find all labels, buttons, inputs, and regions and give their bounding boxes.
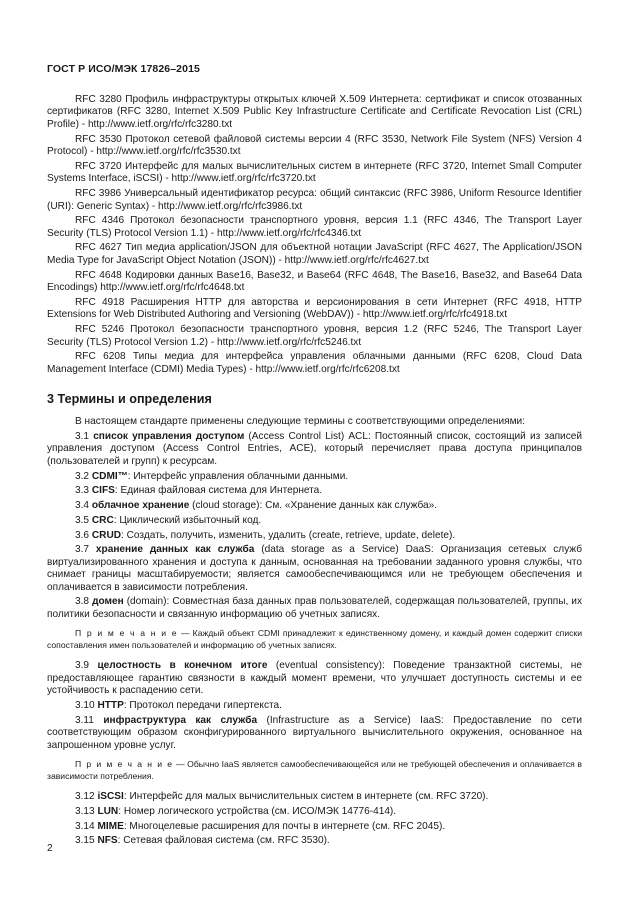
reference-item: RFC 3720 Интерфейс для малых вычислительных систем в интернете (RFC 3720, Internet Small Computer Systems Interface, iSCSI) - http://www.ietf.org/rfc/rfc3720.txt [47, 160, 582, 185]
term-definition [47, 700, 582, 712]
reference-item: RFC 3280 Профиль инфраструктуры открытых ключей X.509 Интернета: сертификат и список отозванных сертификатов (RFC 3280, Internet X.509 Public Key Infrastructure Certificate and Certificate Revocation List (CRL) Profile) - http://www.ietf.org/rfc/rfc3280.txt [47, 94, 582, 130]
term-name: целостность в конечном итоге [97, 660, 268, 672]
note-label: П р и м е ч а н и е [75, 759, 174, 770]
term-definition [47, 544, 582, 594]
term-text: : Интерфейс управления облачными данными. [127, 470, 349, 482]
term-number: 3.13 [75, 805, 95, 817]
reference-item: RFC 4918 Расширения HTTP для авторства и версионирования в сети Интернет (RFC 4918, HTTP Extensions for Web Distributed Authoring and Versioning (WebDAV)) - http://www.ietf.org/rfc/rfc4918.txt [47, 296, 582, 321]
reference-item: RFC 4648 Кодировки данных Base16, Base32, и Base64 (RFC 4648, The Base16, Base32, and Base64 Data Encodings) http://www.ietf.org/rfc/rfc4648.txt [47, 269, 582, 294]
note [47, 628, 582, 651]
note-label: П р и м е ч а н и е [75, 628, 178, 639]
term-definition [47, 806, 582, 818]
reference-item: RFC 3530 Протокол сетевой файловой системы версии 4 (RFC 3530, Network File System (NFS) Version 4 Protocol) - http://www.ietf.org/rfc/rfc3530.txt [47, 133, 582, 158]
term-text: : Циклический избыточный код. [113, 514, 262, 526]
term-text: (data storage as a Service) DaaS: Организация сетевых служб виртуализированного хранения и доступа к данным, основанная на требовании заданного уровня службы, что снимает границы масштабируемости; является самообеспечивающимся или не требующем обеспечения и оплачивается в зависимости потребления. [47, 544, 582, 593]
term-number: 3.8 [75, 596, 90, 608]
term-name: CIFS [91, 485, 115, 497]
term-name: список управления доступом [93, 430, 245, 442]
term-number: 3.3 [75, 485, 90, 497]
term-name: iSCSI [97, 791, 124, 803]
term-number: 3.4 [75, 500, 90, 512]
term-number: 3.6 [75, 529, 90, 541]
term-name: NFS [97, 835, 118, 847]
term-name: хранение данных как служба [95, 544, 255, 556]
term-text: (cloud storage): См. «Хранение данных как служба». [189, 500, 438, 512]
note [47, 759, 582, 782]
section-intro: В настоящем стандарте применены следующие термины с соответствующими определениями: [75, 416, 525, 428]
term-name: облачное хранение [91, 500, 190, 512]
term-text: (eventual consistency): Поведение транзактной системы, не предоставляющее гарантию связности в каждый момент времени, что улучшает доступность системы и ее устойчивость к распадению сети. [47, 660, 582, 697]
term-number: 3.9 [75, 660, 90, 672]
section-heading: 3 Термины и определения [47, 392, 212, 407]
term-definition [47, 500, 582, 512]
term-number: 3.15 [75, 835, 95, 847]
term-name: CDMI™ [91, 470, 128, 482]
reference-item: RFC 4627 Тип медиа application/JSON для объектной нотации JavaScript (RFC 4627, The Application/JSON Media Type for JavaScript Object Notation (JSON)) - http://www.ietf.org/rfc/rfc4627.txt [47, 242, 582, 266]
term-number: 3.10 [75, 700, 95, 712]
term-name: LUN [97, 805, 119, 817]
term-text: : Создать, получить, изменить, удалить (create, retrieve, update, delete). [121, 529, 456, 541]
term-number: 3.14 [75, 820, 95, 832]
term-number: 3.11 [75, 714, 94, 726]
term-definition [47, 821, 582, 833]
term-name: CRC [91, 514, 114, 526]
reference-item: RFC 3986 Универсальный идентификатор ресурса: общий синтаксис (RFC 3986, Uniform Resource Identifier (URI): Generic Syntax) - http://www.ietf.org/rfc/rfc3986.txt [47, 188, 582, 212]
term-name: инфраструктура как служба [103, 714, 258, 726]
term-definition [47, 715, 582, 752]
term-definition [47, 485, 582, 497]
term-name: CRUD [91, 529, 122, 541]
term-text: : Единая файловая система для Интернета. [114, 485, 323, 497]
term-definition [47, 791, 582, 803]
term-number: 3.5 [75, 514, 90, 526]
term-name: MIME [97, 820, 124, 832]
term-definition [47, 530, 582, 542]
term-definition [47, 835, 582, 847]
term-text: (Infrastructure as a Service) IaaS: Предоставление по сети соответствующим образом сконфигурированного виртуального вычислительного окружения, основанное на запрошенном уровне услуг. [47, 714, 582, 751]
page-number: 2 [47, 843, 53, 854]
term-text: (Access Control List) ACL: Постоянный список, состоящий из записей управления доступом (Access Control Entries, ACE), который перечисляет права доступа принципалов (пользователей и групп) к ресурсам. [47, 430, 582, 467]
term-definition [47, 660, 582, 697]
term-definition [47, 431, 582, 468]
reference-item: RFC 5246 Протокол безопасности транспортного уровня, версия 1.2 (RFC 5246, The Transport Layer Security (TLS) Protocol Version 1.2) - http://www.ietf.org/rfc/rfc5246.txt [47, 324, 582, 348]
term-text: : Многоцелевые расширения для почты в интернете (см. RFC 2045). [123, 820, 446, 832]
term-text: : Номер логического устройства (см. ИСО/МЭК 14776-414). [118, 805, 397, 817]
term-text: : Протокол передачи гипертекста. [123, 700, 282, 712]
term-text: : Интерфейс для малых вычислительных систем в интернете (см. RFC 3720). [123, 791, 489, 803]
term-number: 3.12 [75, 791, 95, 803]
term-number: 3.2 [75, 470, 90, 482]
note-text: — Обычно IaaS является самообеспечивающейся или не требующей обеспечения и оплачивается в зависимости потребления. [47, 759, 582, 781]
term-definition [47, 515, 582, 527]
document-body [47, 94, 582, 850]
term-text: : Сетевая файловая система (см. RFC 3530). [117, 835, 330, 847]
note-text: — Каждый объект CDMI принадлежит к единственному домену, и каждый домен содержит списки сопоставления имен пользователей и информацию об учетных записях. [47, 628, 582, 650]
term-text: (domain): Совместная база данных прав пользователей, содержащая пользователей, группы, их политики безопасности и связанную информацию об учетных записях. [47, 596, 582, 620]
reference-item: RFC 6208 Типы медиа для интерфейса управления облачными данными (RFC 6208, Cloud Data Management Interface (CDMI) Media Types) - http://www.ietf.org/rfc/rfc6208.txt [47, 351, 582, 375]
term-name: домен [92, 596, 124, 608]
term-number: 3.1 [75, 430, 90, 442]
term-definition [47, 471, 582, 483]
reference-list [47, 94, 582, 376]
term-name: HTTP [97, 700, 124, 712]
reference-item: RFC 4346 Протокол безопасности транспортного уровня, версия 1.1 (RFC 4346, The Transport Layer Security (TLS) Protocol Version 1.1) - http://www.ietf.org/rfc/rfc4346.txt [47, 215, 582, 239]
term-definition [47, 596, 582, 621]
document-header: ГОСТ Р ИСО/МЭК 17826–2015 [47, 63, 200, 75]
term-number: 3.7 [75, 544, 90, 556]
